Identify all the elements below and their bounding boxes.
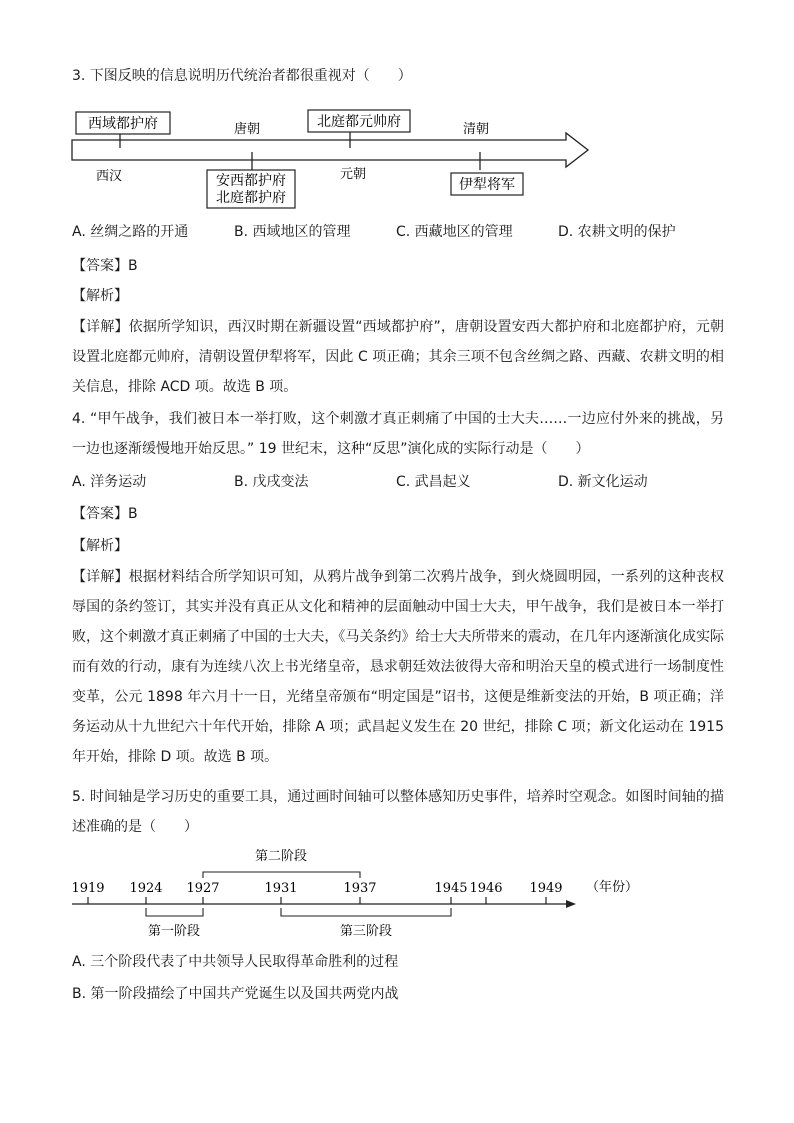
label-yuan: 元朝: [339, 167, 367, 182]
q3-option-c: C. 西藏地区的管理: [396, 224, 513, 240]
q3-answer: 【答案】B: [72, 258, 138, 274]
year-1949: 1949: [529, 881, 563, 896]
year-1927: 1927: [186, 881, 220, 896]
q3-stem: 3. 下图反映的信息说明历代统治者都很重视对（ ）: [72, 68, 412, 84]
q4-option-d: D. 新文化运动: [558, 474, 648, 490]
label-tang: 唐朝: [233, 122, 261, 137]
q3-timeline-diagram: [0, 100, 794, 210]
q4-option-a: A. 洋务运动: [72, 474, 147, 490]
stage3-label: 第三阶段: [339, 924, 393, 939]
box-beiting-yuan-text: 北庭都元帅府: [317, 114, 401, 130]
box-beiting-text: 北庭都护府: [216, 190, 286, 206]
year-1924: 1924: [129, 881, 163, 896]
q3-option-d: D. 农耕文明的保护: [558, 224, 676, 240]
stage1-bracket: [146, 908, 203, 916]
q5-timeline-diagram: [0, 842, 794, 942]
q5-option-b: B. 第一阶段描绘了中国共产党诞生以及国共两党内战: [72, 986, 399, 1002]
year-1945: 1945: [434, 881, 468, 896]
q3-analysis-label: 【解析】: [72, 288, 128, 304]
q5-stem: 5. 时间轴是学习历史的重要工具，通过画时间轴可以整体感知历史事件，培养时空观念。如图时间轴的描述准确的是（ ）: [72, 789, 724, 835]
q3-option-a: A. 丝绸之路的开通: [72, 224, 189, 240]
q3-arrow: [72, 133, 588, 167]
q4-option-b: B. 戊戌变法: [234, 474, 309, 490]
box-xiyu-text: 西域都护府: [88, 116, 158, 132]
stage2-bracket: [203, 872, 360, 878]
year-1946: 1946: [469, 881, 503, 896]
q4-stem: 4. “甲午战争，我们被日本一举打败，这个刺激才真正刺痛了中国的士大夫……一边应付外来的挑战，另一边也逐渐缓慢地开始反思。” 19 世纪末，这种“反思”演化成的实际行动是（ ）: [72, 411, 724, 457]
label-qing: 清朝: [462, 122, 490, 137]
q5-axis-arrowhead: [566, 900, 576, 908]
q4-option-c: C. 武昌起义: [396, 474, 471, 490]
stage2-label: 第二阶段: [254, 849, 308, 864]
stage1-label: 第一阶段: [147, 924, 201, 939]
label-xihan: 西汉: [95, 169, 123, 184]
q4-detail: 【详解】根据材料结合所学知识可知，从鸦片战争到第二次鸦片战争，到火烧圆明园，一系列的这种丧权辱国的条约签订，其实并没有真正从文化和精神的层面触动中国士大夫，甲午战争，我们是被日本一举打败，这个刺激才真正刺痛了中国的士大夫，《马关条约》给士大夫所带来的震动，在几年内逐渐演化成实际而有效的行动，康有为连续八次上书光绪皇帝，恳求朝廷效法彼得大帝和明治天皇的模式进行一场制度性变革，公元 1898 年六月十一日，光绪皇帝颁布“明定国是”诏书，这便是维新变法的开始，B 项正确；洋务运动从十九世纪六十年代开始，排除 A 项；武昌起义发生在 20 世纪，排除 C 项；新文化运动在 1915 年开始，排除 D 项。故选 B 项。: [72, 569, 724, 765]
year-1919: 1919: [71, 881, 105, 896]
unit-label: （年份）: [585, 880, 639, 895]
q3-detail: 【详解】依据所学知识，西汉时期在新疆设置“西域都护府”，唐朝设置安西大都护府和北庭都护府，元朝设置北庭都元帅府，清朝设置伊犁将军，因此 C 项正确；其余三项不包含丝绸之路、西藏、农耕文明的相关信息，排除 ACD 项。故选 B 项。: [72, 319, 724, 395]
q4-analysis-label: 【解析】: [72, 538, 128, 554]
year-1931: 1931: [264, 881, 298, 896]
q5-option-a: A. 三个阶段代表了中共领导人民取得革命胜利的过程: [72, 954, 399, 970]
year-1937: 1937: [343, 881, 377, 896]
box-yili-text: 伊犁将军: [459, 177, 515, 193]
box-anxi-text: 安西都护府: [216, 173, 286, 189]
q3-option-b: B. 西域地区的管理: [234, 224, 351, 240]
stage3-bracket: [281, 908, 451, 916]
q4-answer: 【答案】B: [72, 506, 138, 522]
